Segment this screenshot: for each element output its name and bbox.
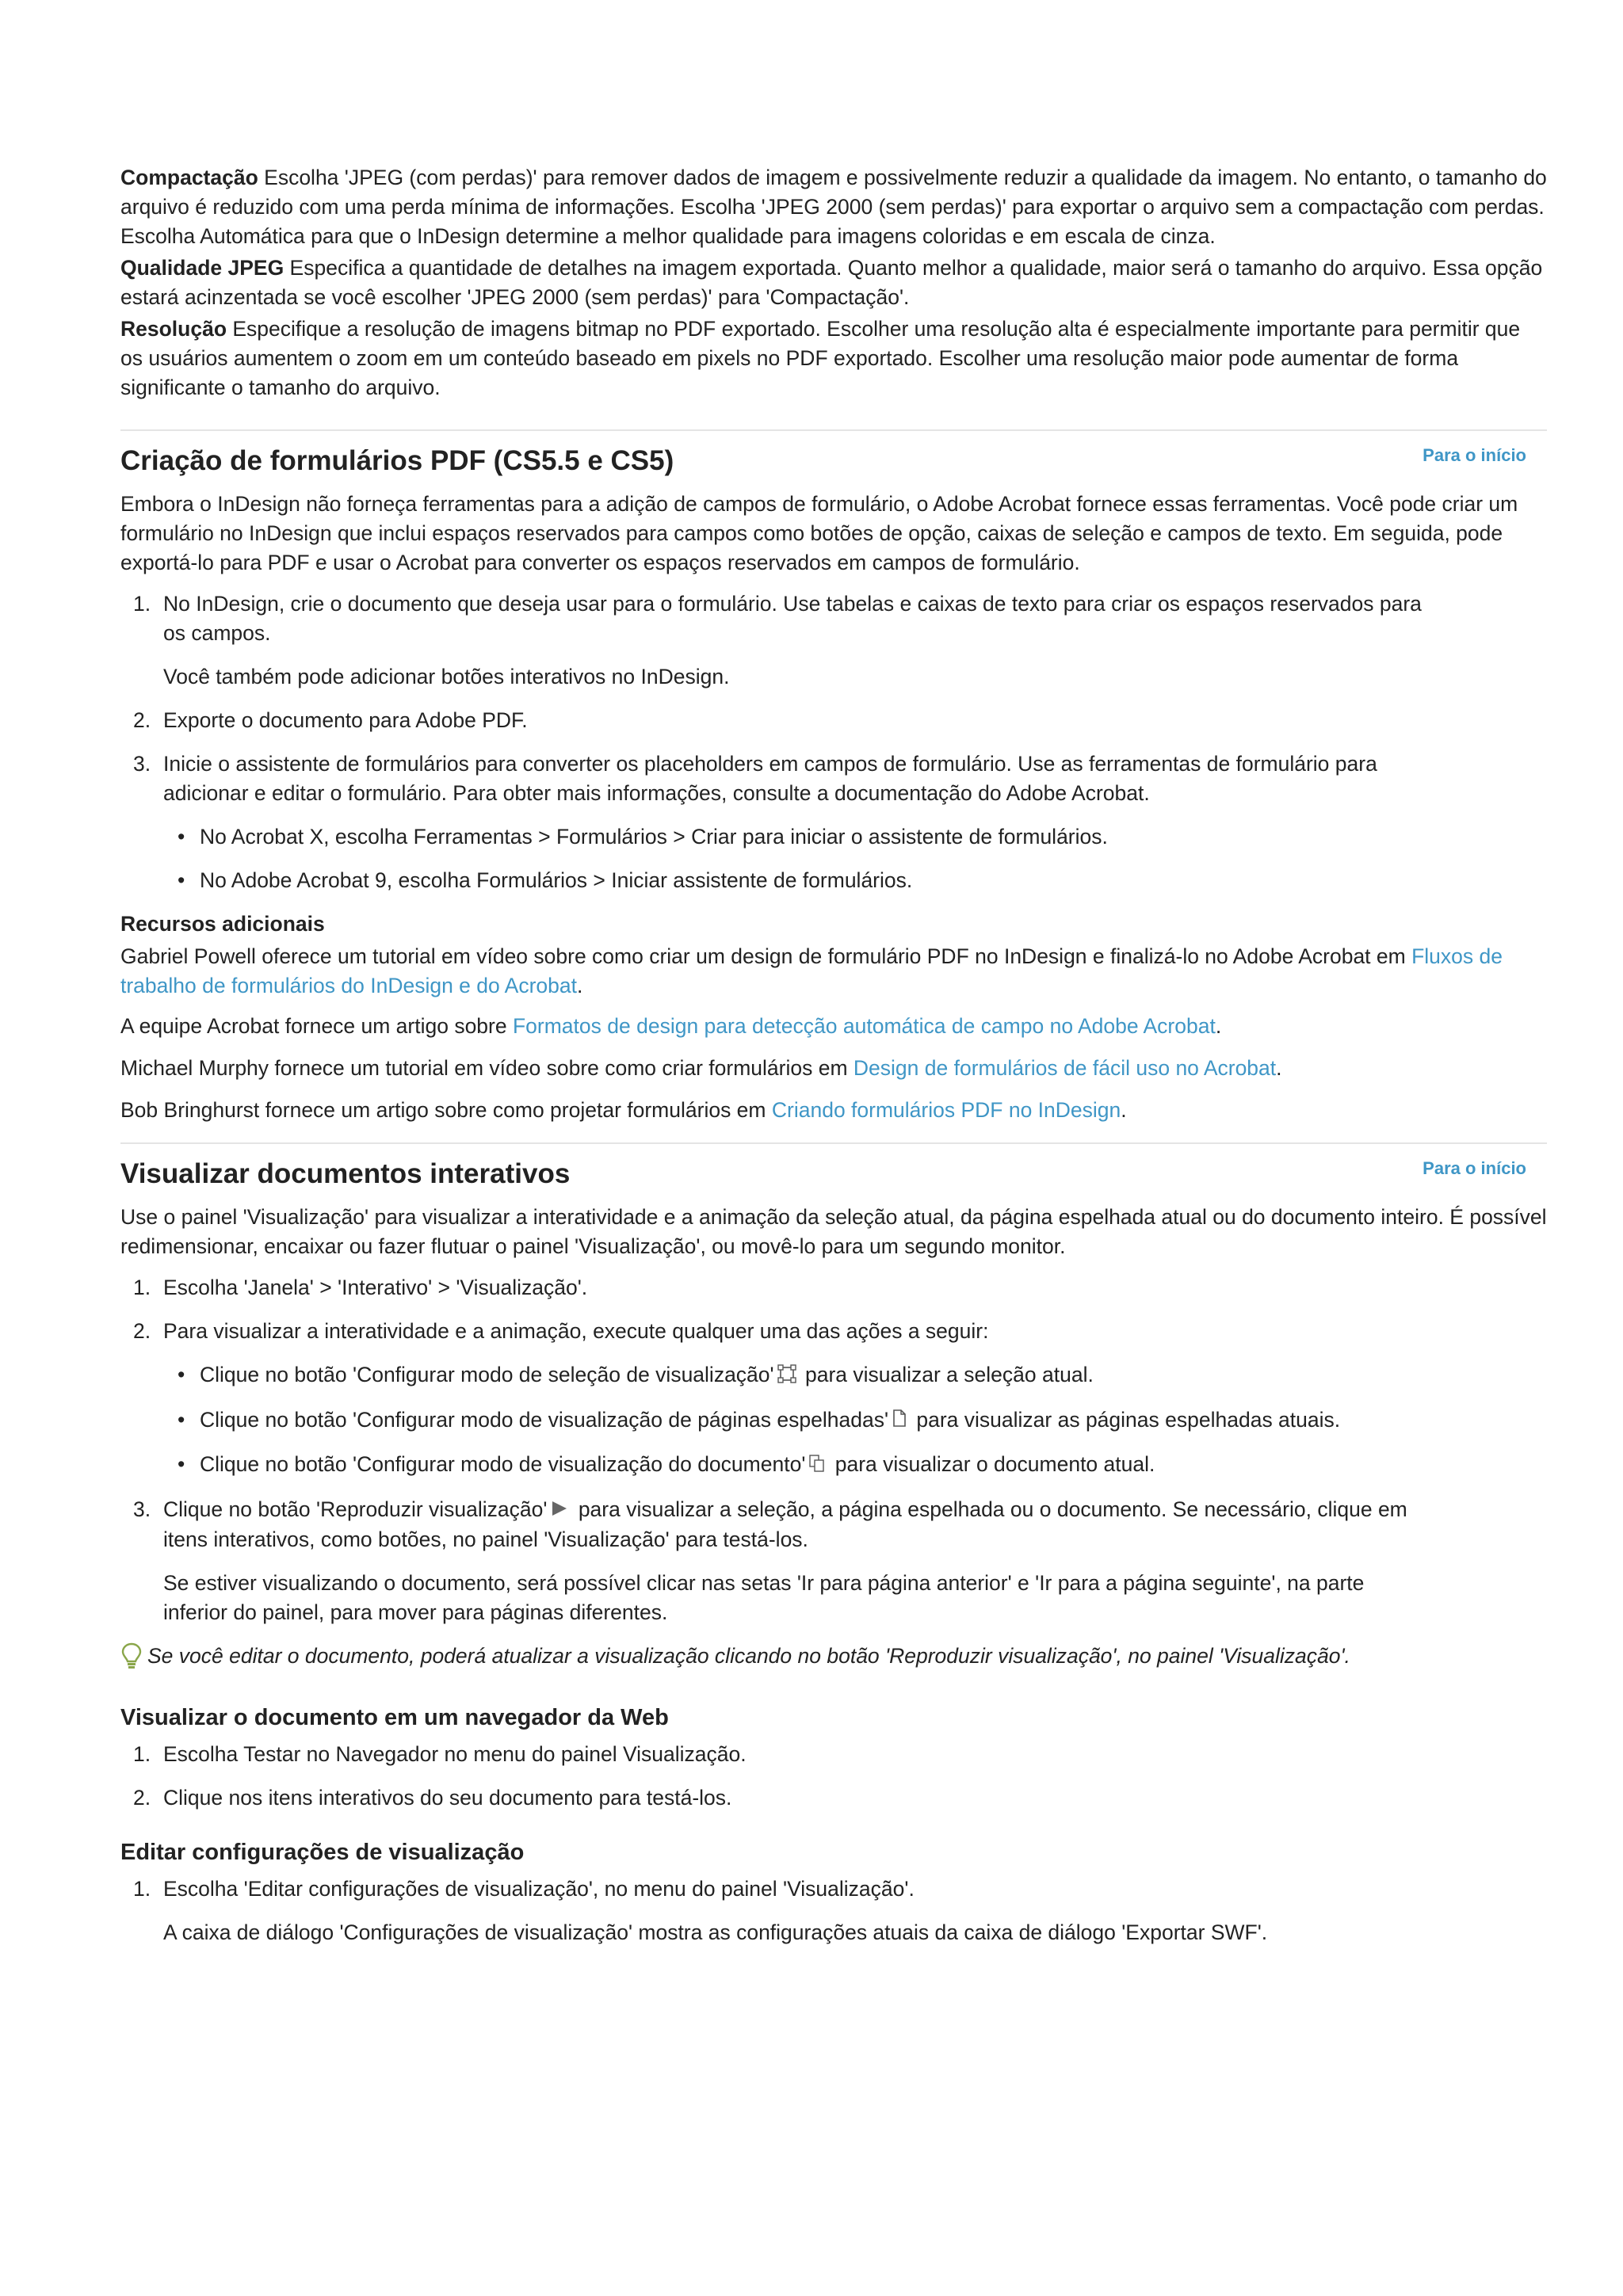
- def-text: Escolha 'JPEG (com perdas)' para remover dados de imagem e possivelmente reduzir a qualidade da imagem. No entanto, o tamanho do arquivo é reduzido com uma perda mínima de informações. Escolha 'JPEG 2000 (sem perdas)' para exportar o arquivo sem a compactação com perdas. Escolha Automática para que o InDesign determine a melhor qualidade para imagens coloridas e em escala de cinza.: [120, 166, 1547, 248]
- list-item: 2. Para visualizar a interatividade e a animação, execute qualquer uma das ações a seguir: • Clique no botão 'Configurar modo de seleção de visualização' para visualizar a seleção atual. • Clique no botão 'Configurar modo de visualização de páginas espelhadas' para visualizar as páginas espelhadas atuais. • Clique no botão 'Configurar modo de visualização do documento' para visualizar o documento atual.: [120, 1317, 1431, 1481]
- def-term: Qualidade JPEG: [120, 256, 285, 280]
- tip-text: Se você editar o documento, poderá atualizar a visualização clicando no botão 'Reproduzir visualização', no painel 'Visualização'.: [147, 1644, 1350, 1668]
- section-intro: Embora o InDesign não forneça ferramentas para a adição de campos de formulário, o Adobe Acrobat fornece essas ferramentas. Você pode criar um formulário no InDesign que inclui espaços reservados para campos como botões de opção, caixas de seleção e campos de texto. Em seguida, pode exportá-lo para PDF e usar o Acrobat para converter os espaços reservados em campos de formulário.: [120, 492, 1518, 574]
- list-item: [120, 589, 1431, 692]
- def-resolucao: [120, 315, 1547, 402]
- steps-list: [120, 1740, 1547, 1813]
- section-header: [120, 1155, 1547, 1193]
- bullet-item: • Clique no botão 'Configurar modo de seleção de visualização' para visualizar a seleção atual.: [163, 1360, 1431, 1391]
- resource-item: Gabriel Powell oferece um tutorial em vídeo sobre como criar um design de formulário PDF no InDesign e finalizá-lo no Adobe Acrobat em Fluxos de trabalho de formulários do InDesign e do Acrobat.: [120, 944, 1503, 997]
- step-note: A caixa de diálogo 'Configurações de visualização' mostra as configurações atuais da caixa de diálogo 'Exportar SWF'.: [163, 1920, 1268, 1944]
- def-text: Especifica a quantidade de detalhes na imagem exportada. Quanto melhor a qualidade, maior será o tamanho do arquivo. Essa opção estará acinzentada se você escolher 'JPEG 2000 (sem perdas)' para 'Compactação'.: [120, 256, 1543, 309]
- document-preview-icon: [808, 1451, 826, 1481]
- def-term: Compactação: [120, 166, 258, 189]
- step-note: Você também pode adicionar botões interativos no InDesign.: [163, 665, 730, 688]
- back-to-top-link[interactable]: Para o início: [1423, 1158, 1526, 1178]
- section-intro: Use o painel 'Visualização' para visualizar a interatividade e a animação da seleção atual, da página espelhada atual ou do documento inteiro. É possível redimensionar, encaixar ou fazer flutuar o painel 'Visualização', ou movê-lo para um segundo monitor.: [120, 1205, 1547, 1258]
- list-item: [120, 749, 1431, 895]
- resource-link[interactable]: Formatos de design para detecção automática de campo no Adobe Acrobat: [512, 1014, 1216, 1038]
- bullet-item: • No Acrobat X, escolha Ferramentas > Formulários > Criar para iniciar o assistente de formulários.: [178, 825, 1108, 849]
- back-to-top-link[interactable]: Para o início: [1423, 445, 1526, 465]
- def-compactacao: [120, 163, 1547, 251]
- step-text: Inicie o assistente de formulários para converter os placeholders em campos de formulário. Use as ferramentas de formulário para adicionar e editar o formulário. Para obter mais informações, consulte a documentação do Adobe Acrobat.: [163, 752, 1377, 805]
- step-note: Se estiver visualizando o documento, será possível clicar nas setas 'Ir para página anterior' e 'Ir para a página seguinte', na parte inferior do painel, para mover para páginas diferentes.: [163, 1571, 1365, 1624]
- list-item: 3. Clique no botão 'Reproduzir visualização' para visualizar a seleção, a página espelhada ou o documento. Se necessário, clique em itens interativos, como botões, no painel 'Visualização' para testá-los. Se estiver visualizando o documento, será possível clicar nas setas 'Ir para página anterior' e 'Ir para a página seguinte', na parte inferior do painel, para mover para páginas diferentes.: [120, 1495, 1431, 1628]
- resource-item: A equipe Acrobat fornece um artigo sobre Formatos de design para detecção automática de campo no Adobe Acrobat.: [120, 1014, 1222, 1038]
- steps-list: [120, 1875, 1547, 1947]
- play-icon: [550, 1496, 569, 1525]
- resource-link[interactable]: Design de formulários de fácil uso no Acrobat: [853, 1056, 1277, 1080]
- list-item: 1. Escolha 'Janela' > 'Interativo' > 'Visualização'.: [120, 1273, 1431, 1302]
- def-term: Resolução: [120, 317, 227, 341]
- section-title: Visualizar documentos interativos: [120, 1158, 571, 1189]
- section-header: [120, 442, 1547, 480]
- bullet-text: No Acrobat X, escolha Ferramentas > Formulários > Criar para iniciar o assistente de formulários.: [200, 825, 1108, 849]
- step-text: Clique no botão 'Reproduzir visualização' para visualizar a seleção, a página espelhada ou o documento. Se necessário, clique em itens interativos, como botões, no painel 'Visualização' para testá-los.: [163, 1497, 1407, 1551]
- spread-preview-icon: [892, 1406, 907, 1436]
- bullet-item: • Clique no botão 'Configurar modo de visualização de páginas espelhadas' para visualizar as páginas espelhadas atuais.: [163, 1405, 1431, 1436]
- bullet-list: [163, 1360, 1431, 1481]
- definitions: [120, 163, 1547, 402]
- list-item: [120, 706, 1431, 735]
- lightbulb-icon: [120, 1642, 143, 1678]
- step-number: 1.: [133, 592, 151, 616]
- resources-title: Recursos adicionais: [120, 912, 325, 936]
- tip: [120, 1642, 1547, 1678]
- step-text: Escolha 'Janela' > 'Interativo' > 'Visualização'.: [163, 1276, 588, 1299]
- resource-link[interactable]: Criando formulários PDF no InDesign: [771, 1098, 1121, 1122]
- list-item: 2. Clique nos itens interativos do seu documento para testá-los.: [133, 1786, 732, 1810]
- step-text: No InDesign, crie o documento que deseja usar para o formulário. Use tabelas e caixas de texto para criar os espaços reservados para os campos.: [163, 592, 1422, 645]
- subsection-title: Visualizar o documento em um navegador da Web: [120, 1705, 669, 1730]
- def-qualidade-jpeg: [120, 254, 1547, 312]
- section-title: Criação de formulários PDF (CS5.5 e CS5): [120, 445, 674, 476]
- selection-preview-icon: [777, 1362, 796, 1391]
- step-text: Exporte o documento para Adobe PDF.: [163, 708, 528, 732]
- resource-item: Michael Murphy fornece um tutorial em vídeo sobre como criar formulários em Design de formulários de fácil uso no Acrobat.: [120, 1056, 1282, 1080]
- resource-item: Bob Bringhurst fornece um artigo sobre como projetar formulários em Criando formulários PDF no InDesign.: [120, 1098, 1127, 1122]
- bullet-list: [163, 822, 1431, 895]
- bullet-text: No Adobe Acrobat 9, escolha Formulários > Iniciar assistente de formulários.: [200, 868, 913, 892]
- section-divider: [120, 1142, 1547, 1144]
- step-number: 2.: [133, 708, 151, 732]
- bullet-item: • No Adobe Acrobat 9, escolha Formulários > Iniciar assistente de formulários.: [178, 868, 913, 892]
- subsection-title: Editar configurações de visualização: [120, 1840, 525, 1865]
- def-text: Especifique a resolução de imagens bitmap no PDF exportado. Escolher uma resolução alta é especialmente importante para permitir que os usuários aumentem o zoom em um conteúdo baseado em pixels no PDF exportado. Escolher uma resolução maior pode aumentar de forma significante o tamanho do arquivo.: [120, 317, 1521, 399]
- list-item: 1. Escolha Testar no Navegador no menu do painel Visualização.: [133, 1742, 747, 1766]
- step-text: Para visualizar a interatividade e a animação, execute qualquer uma das ações a seguir:: [163, 1319, 989, 1343]
- steps-list: [120, 1273, 1547, 1627]
- section-divider: [120, 429, 1547, 431]
- resource-link[interactable]: Fluxos de trabalho de formulários do InDesign e do Acrobat: [120, 944, 1503, 997]
- steps-list: [120, 589, 1547, 895]
- bullet-item: • Clique no botão 'Configurar modo de visualização do documento' para visualizar o documento atual.: [163, 1450, 1431, 1481]
- step-number: 3.: [133, 752, 151, 776]
- list-item: 1. Escolha 'Editar configurações de visualização', no menu do painel 'Visualização'. A caixa de diálogo 'Configurações de visualização' mostra as configurações atuais da caixa de diálogo 'Exportar SWF'.: [120, 1875, 1431, 1947]
